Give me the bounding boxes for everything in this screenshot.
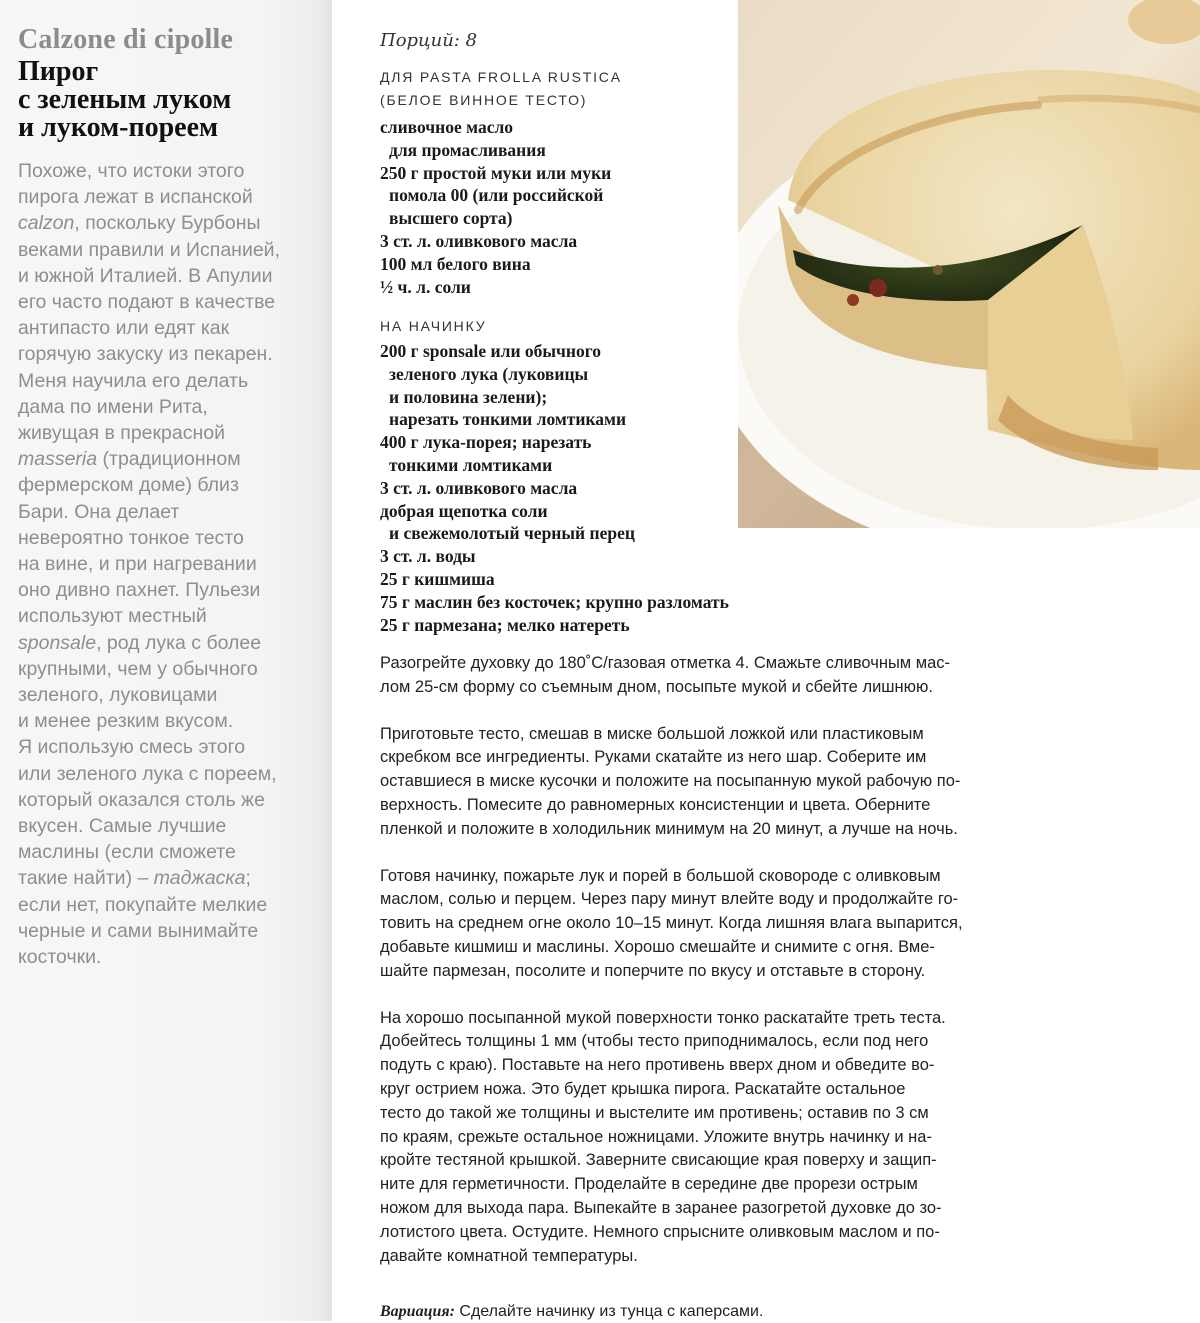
pie-photo: [738, 0, 1200, 528]
title-line: и луком-пореем: [18, 112, 219, 143]
method-steps: [380, 652, 1060, 1291]
intro-line: и менее резким вкусом.: [18, 710, 234, 733]
ingredient-item: [380, 230, 611, 253]
intro-line: Похоже, что истоки этого: [18, 160, 245, 182]
method-paragraph: [380, 1007, 1060, 1269]
method-line: кройте тестяной крышкой. Заверните свисающие края поверху и защип-: [380, 1151, 937, 1170]
ingredient-item: [380, 253, 611, 276]
servings-label: Порций: 8: [380, 30, 478, 51]
ingredient-line: 3 ст. л. оливкового масла: [380, 230, 578, 251]
ingredient-line: 250 г простой муки или муки: [380, 162, 612, 183]
dough-heading: [380, 66, 622, 112]
method-line: Готовя начинку, пожарьте лук и порей в большой сковороде с оливковым: [380, 866, 941, 885]
intro-line: оно дивно пахнет. Пульези: [18, 579, 261, 602]
intro-line: фермерском доме) близ: [18, 474, 239, 497]
intro-line: Бари. Она делает: [18, 500, 180, 523]
recipe-title-russian: [18, 58, 231, 142]
ingredient-item: [380, 477, 729, 500]
variation-note: [380, 1301, 763, 1323]
recipe-title-italian: Calzone di cipolle: [18, 24, 234, 55]
heading-line: ДЛЯ PASTA FROLLA RUSTICA: [380, 69, 622, 85]
intro-line: живущая в прекрасной: [18, 422, 225, 445]
ingredient-item: [380, 568, 729, 591]
method-line: давайте комнатной температуры.: [380, 1246, 638, 1265]
ingredient-line: ½ ч. л. соли: [380, 276, 471, 297]
ingredient-line: тонкими ломтиками: [389, 454, 553, 475]
method-paragraph: [380, 865, 1060, 984]
heading-line: НА НАЧИНКУ: [380, 318, 487, 334]
intro-line: антипасто или едят как: [18, 317, 230, 340]
intro-line: и южной Италией. В Апулии: [18, 264, 273, 287]
intro-line: зеленого, луковицами: [18, 684, 218, 707]
filling-ingredients: [380, 340, 729, 636]
intro-line: его часто подают в качестве: [18, 291, 276, 314]
method-line: круг острием ножа. Это будет крышка пирога. Раскатайте остальное: [380, 1079, 906, 1098]
ingredient-line: 25 г кишмиша: [380, 568, 495, 589]
ingredient-item: [380, 116, 611, 162]
method-line: маслом, солью и перцем. Через пару минут влейте воду и продолжайте го-: [380, 890, 959, 909]
intro-line: горячую закуску из пекарен.: [18, 343, 273, 366]
intro-line: Меня научила его делать: [18, 369, 249, 392]
intro-line: такие найти) – таджаска;: [18, 867, 251, 890]
intro-line: sponsale, род лука с более: [18, 631, 262, 654]
intro-line: calzon, поскольку Бурбоны: [18, 212, 261, 235]
method-paragraph: [380, 723, 1060, 842]
intro-line: невероятно тонкое тесто: [18, 526, 244, 549]
ingredient-item: [380, 340, 729, 431]
ingredient-line: нарезать тонкими ломтиками: [389, 409, 627, 430]
dough-ingredients: [380, 116, 611, 298]
ingredient-item: [380, 545, 729, 568]
method-line: подуть с краю). Поставьте на него противень вверх дном и обведите во-: [380, 1056, 935, 1075]
ingredient-line: 75 г маслин без косточек; крупно разломать: [380, 591, 729, 612]
intro-line: masseria (традиционном: [18, 448, 241, 471]
ingredient-line: 3 ст. л. оливкового масла: [380, 477, 578, 498]
method-line: шайте пармезан, посолите и поперчите по вкусу и отставьте в сторону.: [380, 961, 926, 980]
ingredient-line: и свежемолотый черный перец: [389, 523, 635, 544]
variation-text: Сделайте начинку из тунца с каперсами.: [454, 1303, 764, 1320]
method-line: по краям, срежьте остальное ножницами. Уложите внутрь начинку и на-: [380, 1127, 932, 1146]
method-line: пленкой и положите в холодильник минимум на 20 минут, а лучше на ночь.: [380, 819, 958, 838]
intro-line: косточки.: [18, 946, 102, 969]
intro-sidebar: [0, 0, 332, 1321]
method-line: тесто до такой же толщины и выстелите им противень; оставив по 3 см: [380, 1103, 929, 1122]
intro-line: черные и сами вынимайте: [18, 919, 259, 942]
ingredient-item: [380, 500, 729, 546]
ingredient-line: для промасливания: [389, 139, 546, 160]
intro-line: вкусен. Самые лучшие: [18, 815, 227, 838]
method-line: ните для герметичности. Проделайте в середине две прорези острым: [380, 1175, 918, 1194]
calzone-pie-image: [738, 0, 1200, 528]
intro-line: Я использую смесь этого: [18, 736, 246, 759]
intro-line: или зеленого лука с пореем,: [18, 762, 277, 785]
intro-line: крупными, чем у обычного: [18, 657, 258, 680]
intro-line: пирога лежат в испанской: [18, 186, 253, 209]
ingredient-item: [380, 431, 729, 477]
ingredient-line: добрая щепотка соли: [380, 500, 548, 521]
intro-line: который оказался столь же: [18, 788, 265, 811]
method-line: скребком все ингредиенты. Руками скатайте из него шар. Соберите им: [380, 748, 927, 767]
intro-line: маслины (если сможете: [18, 841, 236, 864]
ingredient-item: [380, 614, 729, 637]
ingredient-line: сливочное масло: [380, 117, 514, 137]
title-line: Пирог: [18, 56, 99, 87]
ingredient-line: 3 ст. л. воды: [380, 546, 476, 567]
ingredient-line: высшего сорта): [389, 208, 513, 229]
ingredient-line: 25 г пармезана; мелко натереть: [380, 614, 630, 635]
method-line: Добейтесь толщины 1 мм (чтобы тесто приподнималось, если под него: [380, 1032, 929, 1051]
filling-heading: [380, 315, 486, 338]
method-line: лотистого цвета. Остудите. Немного спрысните оливковым маслом и по-: [380, 1222, 940, 1241]
intro-line: дама по имени Рита,: [18, 395, 208, 418]
ingredient-line: 100 мл белого вина: [380, 253, 531, 274]
heading-line: (БЕЛОЕ ВИННОЕ ТЕСТО): [380, 92, 588, 108]
intro-line: веками правили и Испанией,: [18, 238, 280, 261]
method-line: Приготовьте тесто, смешав в миске большой ложкой или пластиковым: [380, 724, 924, 743]
ingredient-item: [380, 162, 611, 230]
ingredient-line: зеленого лука (луковицы: [389, 363, 589, 384]
ingredient-line: 400 г лука-порея; нарезать: [380, 432, 592, 453]
method-line: лом 25-см форму со съемным дном, посыпьте мукой и сбейте лишнюю.: [380, 677, 933, 696]
ingredient-line: 200 г sponsale или обычного: [380, 341, 602, 361]
intro-line: используют местный: [18, 605, 207, 628]
intro-line: если нет, покупайте мелкие: [18, 893, 268, 916]
title-line: с зеленым луком: [18, 84, 232, 115]
method-line: На хорошо посыпанной мукой поверхности тонко раскатайте треть теста.: [380, 1008, 946, 1027]
intro-paragraph: [18, 158, 332, 970]
method-line: Разогрейте духовку до 180˚С/газовая отметка 4. Смажьте сливочным мас-: [380, 654, 950, 672]
method-line: оставшиеся в миске кусочки и положите на посыпанную мукой рабочую по-: [380, 772, 961, 791]
method-line: верхность. Помесите до равномерных консистенции и цвета. Оберните: [380, 795, 931, 814]
method-line: ножом для выхода пара. Выпекайте в заранее разогретой духовке до зо-: [380, 1198, 942, 1217]
ingredient-item: [380, 591, 729, 614]
method-line: добавьте кишмиш и маслины. Хорошо смешайте и снимите с огня. Вме-: [380, 937, 935, 956]
intro-line: на вине, и при нагревании: [18, 553, 257, 576]
variation-label: Вариация:: [380, 1303, 455, 1320]
ingredient-line: и половина зелени);: [389, 386, 548, 407]
ingredient-line: помола 00 (или российской: [389, 185, 604, 206]
method-paragraph: [380, 652, 1060, 700]
ingredient-item: [380, 276, 611, 299]
method-line: товить на среднем огне около 10–15 минут. Когда лишняя влага выпарится,: [380, 914, 963, 933]
